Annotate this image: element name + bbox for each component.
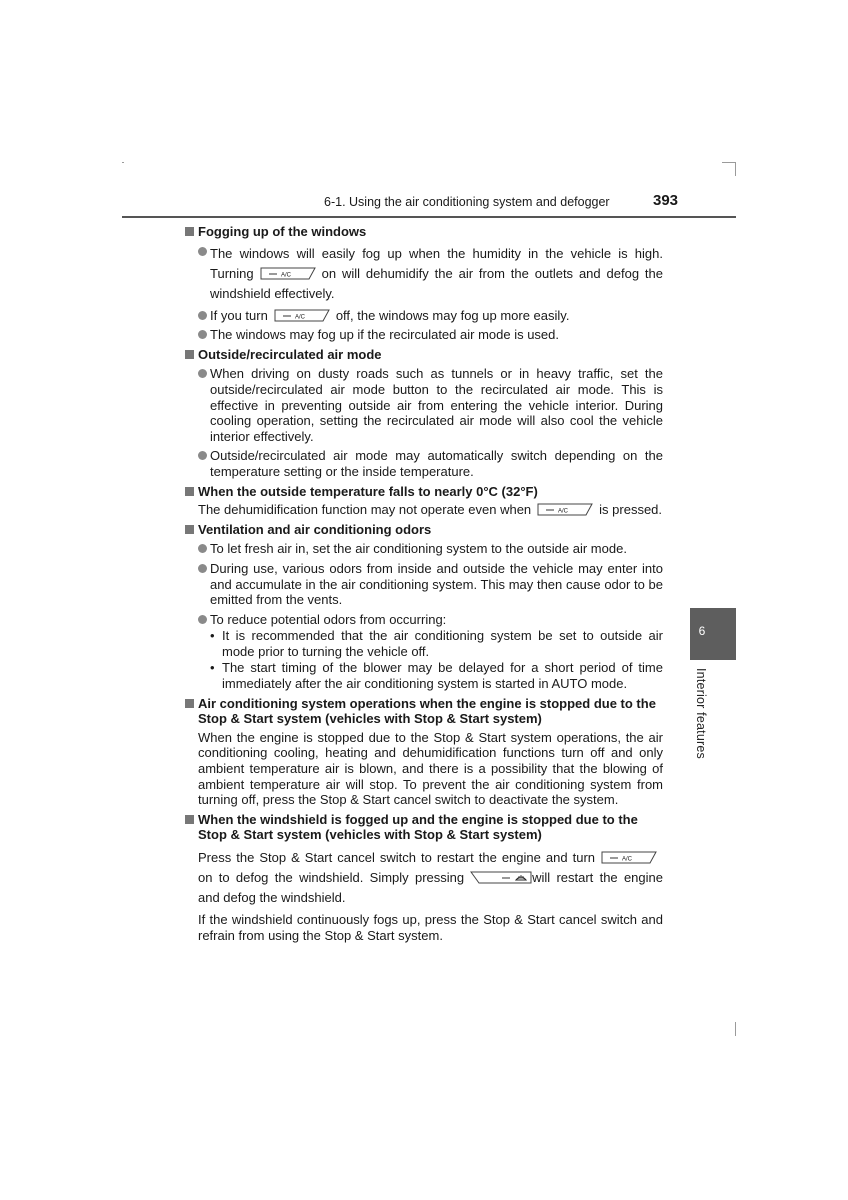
square-bullet-icon <box>185 525 194 534</box>
ac-button-icon <box>274 309 330 322</box>
ac-button-icon <box>537 503 593 516</box>
circle-bullet-icon <box>198 544 207 553</box>
bullet-item: The windows will easily fog up when the humidity in the vehicle is high. Turning A/C on will dehumidify the air from the outlets and defog the windshield effectively. <box>185 244 663 304</box>
circle-bullet-icon <box>198 451 207 460</box>
bullet-item: Outside/recirculated air mode may automatically switch depending on the temperature setting or the inside temperature. <box>185 448 663 479</box>
circle-bullet-icon <box>198 311 207 320</box>
sub-bullet-item: • The start timing of the blower may be delayed for a short period of time immediately after the air conditioning system is started in AUTO mode. <box>210 660 663 692</box>
header-rule <box>122 216 736 218</box>
page-content <box>185 224 663 943</box>
ac-button-icon <box>260 267 316 280</box>
circle-bullet-icon <box>198 247 207 256</box>
paragraph: The dehumidification function may not operate even when A/C is pressed. <box>198 502 663 518</box>
crop-mark-top-left <box>122 162 124 163</box>
bullet-item: The windows may fog up if the recirculated air mode is used. <box>185 327 663 343</box>
circle-bullet-icon <box>198 615 207 624</box>
crop-mark-top-right-h <box>722 162 736 163</box>
crop-mark-bottom-right <box>735 1022 736 1036</box>
square-bullet-icon <box>185 699 194 708</box>
svg-text:A/C: A/C <box>280 272 291 279</box>
svg-text:A/C: A/C <box>622 856 633 863</box>
running-header: 6-1. Using the air conditioning system and defogger <box>324 195 610 209</box>
dot-bullet-icon: • <box>210 628 215 644</box>
paragraph: When the engine is stopped due to the Stop & Start system operations, the air conditioning cooling, heating and dehumidification functions turn off and only ambient temperature air is blown, and there is a possibility that the blowing of ambient temperature air will stop. To prevent the air conditioning system from turning off, press the Stop & Start cancel switch to deactivate the system. <box>198 729 663 808</box>
section-heading: Outside/recirculated air mode <box>185 347 663 363</box>
square-bullet-icon <box>185 487 194 496</box>
ac-button-icon <box>601 851 657 864</box>
square-bullet-icon <box>185 815 194 824</box>
square-bullet-icon <box>185 350 194 359</box>
chapter-number: 6 <box>698 624 706 638</box>
bullet-item: To reduce potential odors from occurring: <box>185 612 663 628</box>
chapter-label: Interior features <box>694 668 708 759</box>
crop-mark-top-right-v <box>735 162 736 176</box>
windshield-defogger-button-icon <box>470 871 526 884</box>
dot-bullet-icon: • <box>210 660 215 676</box>
svg-text:A/C: A/C <box>558 508 569 515</box>
bullet-item: If you turn A/C off, the windows may fog up more easily. <box>185 308 663 324</box>
section-heading: Fogging up of the windows <box>185 224 663 240</box>
circle-bullet-icon <box>198 564 207 573</box>
paragraph: If the windshield continuously fogs up, press the Stop & Start cancel switch and refrain from using the Stop & Start system. <box>198 912 663 943</box>
sub-bullet-item: • It is recommended that the air conditioning system be set to outside air mode prior to turning the vehicle off. <box>210 628 663 659</box>
section-heading: Ventilation and air conditioning odors <box>185 522 663 538</box>
svg-text:A/C: A/C <box>294 314 305 321</box>
section-heading: When the outside temperature falls to nearly 0°C (32°F) <box>185 484 663 500</box>
bullet-item: When driving on dusty roads such as tunnels or in heavy traffic, set the outside/recirculated air mode button to the recirculated air mode. This is effective in preventing outside air from entering the vehicle interior. During cooling operation, setting the recirculated air mode will also cool the vehicle interior effectively. <box>185 366 663 444</box>
circle-bullet-icon <box>198 369 207 378</box>
paragraph: Press the Stop & Start cancel switch to restart the engine and turn A/C on to defog the windshield. Simply pressing will restart the engine and defog the windshield. <box>198 850 663 905</box>
bullet-item: To let fresh air in, set the air conditioning system to the outside air mode. <box>185 541 663 557</box>
section-heading: When the windshield is fogged up and the engine is stopped due to the Stop & Start system (vehicles with Stop & Start system) <box>185 812 663 843</box>
chapter-tab <box>690 608 736 660</box>
circle-bullet-icon <box>198 330 207 339</box>
bullet-item: During use, various odors from inside and outside the vehicle may enter into and accumulate in the air conditioning system. This may then cause odor to be emitted from the vents. <box>185 561 663 608</box>
square-bullet-icon <box>185 227 194 236</box>
page-number: 393 <box>653 192 679 209</box>
section-heading: Air conditioning system operations when the engine is stopped due to the Stop & Start system (vehicles with Stop & Start system) <box>185 696 663 727</box>
